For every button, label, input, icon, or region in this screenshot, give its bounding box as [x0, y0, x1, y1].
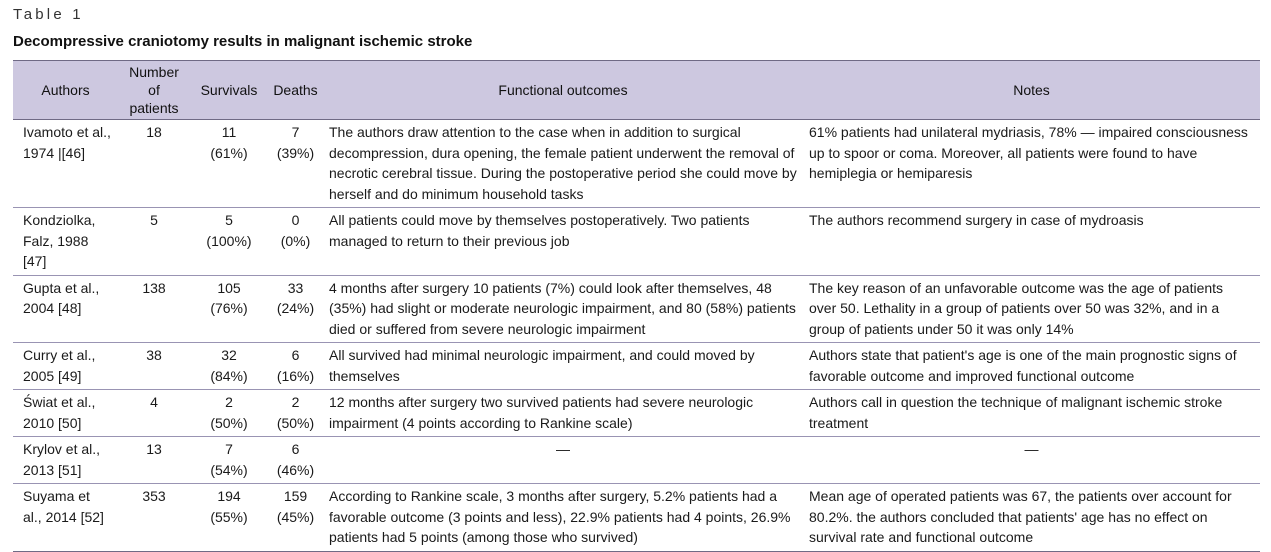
cell-number: 13	[118, 437, 190, 484]
header-deaths: Deaths	[268, 61, 323, 120]
cell-authors: Ivamoto et al., 1974 |[46]	[13, 120, 118, 208]
cell-number: 5	[118, 208, 190, 276]
cell-functional-outcome: 12 months after surgery two survived patients had severe neurologic impairment (4 points according to Rankine scale)	[323, 390, 803, 437]
table-row	[13, 390, 1260, 437]
header-authors: Authors	[13, 61, 118, 120]
cell-notes: 61% patients had unilateral mydriasis, 78% — impaired consciousness up to spoor or coma. Moreover, all patients were found to have hemiplegia or hemiparesis	[803, 120, 1260, 208]
header-number-of-patients: Number of patients	[118, 61, 190, 120]
cell-deaths: 33 (24%)	[268, 275, 323, 343]
cell-notes: —	[803, 437, 1260, 484]
cell-notes: Mean age of operated patients was 67, the patients over account for 80.2%. the authors concluded that patients' age has no effect on survival rate and functional outcome	[803, 484, 1260, 552]
header-notes: Notes	[803, 61, 1260, 120]
cell-number: 138	[118, 275, 190, 343]
cell-number: 18	[118, 120, 190, 208]
cell-functional-outcome: —	[323, 437, 803, 484]
cell-notes: Authors state that patient's age is one of the main prognostic signs of favorable outcome and improved functional outcome	[803, 343, 1260, 390]
cell-survivals: 105 (76%)	[190, 275, 268, 343]
cell-survivals: 7 (54%)	[190, 437, 268, 484]
table-row	[13, 343, 1260, 390]
cell-number: 353	[118, 484, 190, 552]
cell-deaths: 2 (50%)	[268, 390, 323, 437]
table-row	[13, 275, 1260, 343]
cell-notes: Authors call in question the technique of malignant ischemic stroke treatment	[803, 390, 1260, 437]
header-functional-outcomes: Functional outcomes	[323, 61, 803, 120]
cell-functional-outcome: According to Rankine scale, 3 months after surgery, 5.2% patients had a favorable outcome (3 points and less), 22.9% patients had 4 points, 26.9% patients had 5 points (among those who survived)	[323, 484, 803, 552]
table-row	[13, 437, 1260, 484]
cell-authors: Kondziolka, Falz, 1988 [47]	[13, 208, 118, 276]
cell-survivals: 2 (50%)	[190, 390, 268, 437]
cell-survivals: 11 (61%)	[190, 120, 268, 208]
cell-authors: Curry et al., 2005 [49]	[13, 343, 118, 390]
cell-notes: The authors recommend surgery in case of mydroasis	[803, 208, 1260, 276]
cell-number: 4	[118, 390, 190, 437]
cell-deaths: 6 (46%)	[268, 437, 323, 484]
table-row	[13, 120, 1260, 208]
cell-deaths: 159 (45%)	[268, 484, 323, 552]
cell-survivals: 5 (100%)	[190, 208, 268, 276]
results-table	[13, 60, 1260, 552]
table-caption: Decompressive craniotomy results in malignant ischemic stroke	[13, 33, 473, 50]
cell-notes: The key reason of an unfavorable outcome was the age of patients over 50. Lethality in a group of patients over 50 was 32%, and in a group of patients under 50 it was only 14%	[803, 275, 1260, 343]
cell-deaths: 6 (16%)	[268, 343, 323, 390]
cell-authors: Suyama et al., 2014 [52]	[13, 484, 118, 552]
table-label: Table 1	[13, 6, 84, 23]
cell-functional-outcome: All patients could move by themselves postoperatively. Two patients managed to return to their previous job	[323, 208, 803, 276]
header-survivals: Survivals	[190, 61, 268, 120]
table-row	[13, 484, 1260, 552]
cell-functional-outcome: The authors draw attention to the case when in addition to surgical decompression, dura opening, the female patient underwent the removal of necrotic cerebral tissue. During the postoperative period she could move by herself and do minimum household tasks	[323, 120, 803, 208]
cell-authors: Świat et al., 2010 [50]	[13, 390, 118, 437]
cell-functional-outcome: 4 months after surgery 10 patients (7%) could look after themselves, 48 (35%) had slight or moderate neurologic impairment, and 80 (58%) patients died or suffered from severe neurologic impairment	[323, 275, 803, 343]
cell-functional-outcome: All survived had minimal neurologic impairment, and could moved by themselves	[323, 343, 803, 390]
cell-survivals: 32 (84%)	[190, 343, 268, 390]
header-row	[13, 61, 1260, 120]
cell-deaths: 7 (39%)	[268, 120, 323, 208]
cell-authors: Gupta et al., 2004 [48]	[13, 275, 118, 343]
cell-number: 38	[118, 343, 190, 390]
cell-deaths: 0 (0%)	[268, 208, 323, 276]
cell-authors: Krylov et al., 2013 [51]	[13, 437, 118, 484]
table-row	[13, 208, 1260, 276]
cell-survivals: 194 (55%)	[190, 484, 268, 552]
